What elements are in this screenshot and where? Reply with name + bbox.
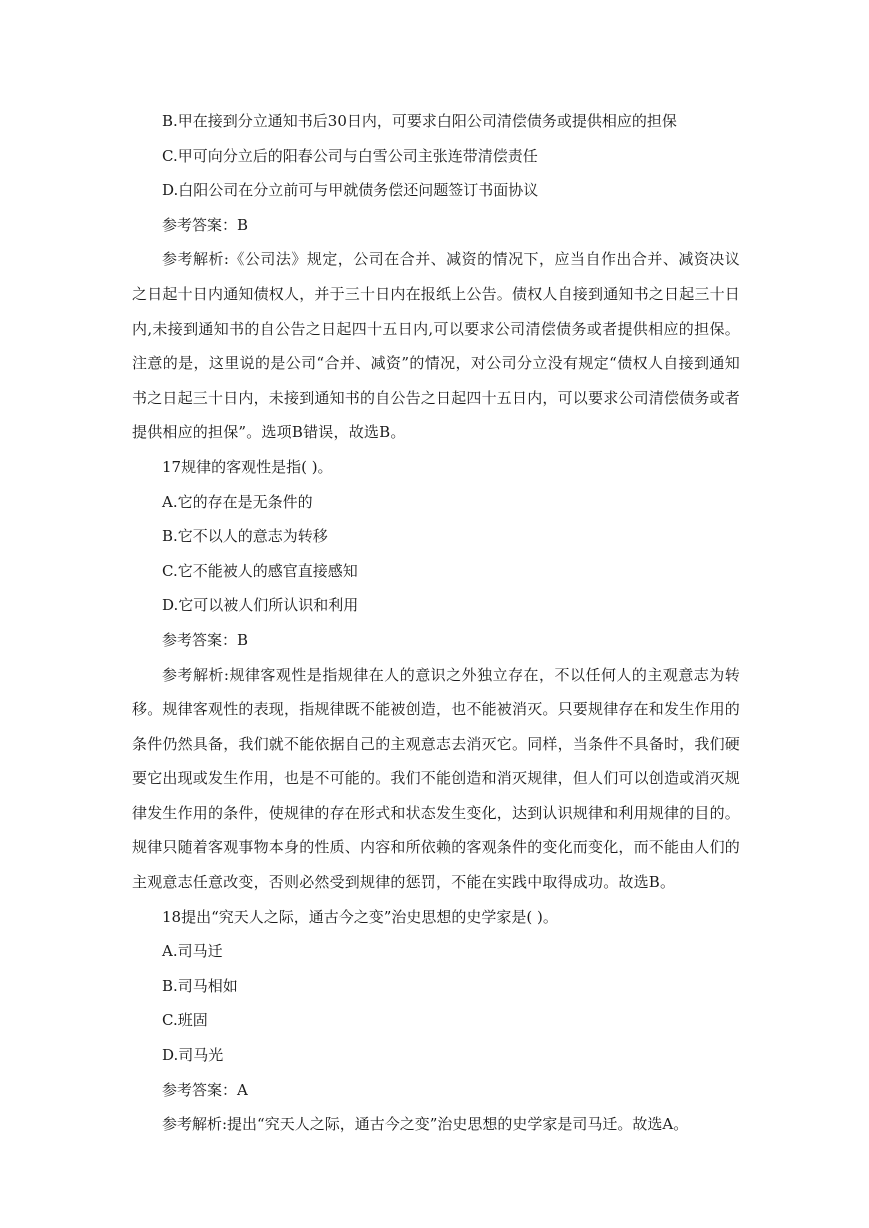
option-d: D.司马光 bbox=[162, 1046, 224, 1065]
option-a: A.司马迁 bbox=[162, 942, 223, 961]
question-18-block bbox=[132, 900, 740, 1142]
option-d: D.它可以被人们所认识和利用 bbox=[162, 596, 359, 615]
answer-line: 参考答案：B bbox=[162, 630, 249, 649]
answer-line: 参考答案：B bbox=[162, 215, 249, 234]
analysis-paragraph: 参考解析:提出“究天人之际，通古今之变”治史思想的史学家是司马迁。故选A。 bbox=[162, 1115, 689, 1134]
option-a: A.它的存在是无条件的 bbox=[162, 492, 313, 511]
question-17-block bbox=[132, 450, 740, 900]
question-stem: 18提出“究天人之际，通古今之变”治史思想的史学家是( )。 bbox=[162, 907, 558, 926]
option-c: C.它不能被人的感官直接感知 bbox=[162, 561, 358, 580]
question-stem: 17规律的客观性是指( )。 bbox=[162, 457, 333, 476]
previous-question-block bbox=[132, 104, 740, 450]
analysis-paragraph: 参考解析:《公司法》规定，公司在合并、减资的情况下，应当自作出合并、减资决议之日起十日内通知债权人，并于三十日内在报纸上公告。债权人自接到通知书之日起三十日内,未接到通知书的自公告之日起四十五日内,可以要求公司清偿债务或者提供相应的担保。注意的是，这里说的是公司“合并、减资”的情况，对公司分立没有规定“债权人自接到通知书之日起三十日内，未接到通知书的自公告之日起四十五日内，可以要求公司清偿债务或者提供相应的担保”。选项B错误，故选B。 bbox=[132, 250, 741, 442]
document-content bbox=[132, 104, 740, 1142]
option-c: C.班固 bbox=[162, 1011, 208, 1030]
option-b: B.它不以人的意志为转移 bbox=[162, 527, 328, 546]
option-d: D.白阳公司在分立前可与甲就债务偿还问题签订书面协议 bbox=[162, 181, 539, 200]
answer-line: 参考答案：A bbox=[162, 1080, 248, 1099]
option-c: C.甲可向分立后的阳春公司与白雪公司主张连带清偿责任 bbox=[162, 146, 538, 165]
option-b: B.司马相如 bbox=[162, 976, 238, 995]
analysis-paragraph: 参考解析:规律客观性是指规律在人的意识之外独立存在，不以任何人的主观意志为转移。规律客观性的表现，指规律既不能被创造，也不能被消灭。只要规律存在和发生作用的条件仍然具备，我们就不能依据自己的主观意志去消灭它。同样，当条件不具备时，我们硬要它出现或发生作用，也是不可能的。我们不能创造和消灭规律，但人们可以创造或消灭规律发生作用的条件，使规律的存在形式和状态发生变化，达到认识规律和利用规律的目的。规律只随着客观事物本身的性质、内容和所依赖的客观条件的变化而变化，而不能由人们的主观意志任意改变，否则必然受到规律的惩罚，不能在实践中取得成功。故选B。 bbox=[132, 665, 741, 892]
option-b: B.甲在接到分立通知书后30日内，可要求白阳公司清偿债务或提供相应的担保 bbox=[162, 112, 677, 130]
